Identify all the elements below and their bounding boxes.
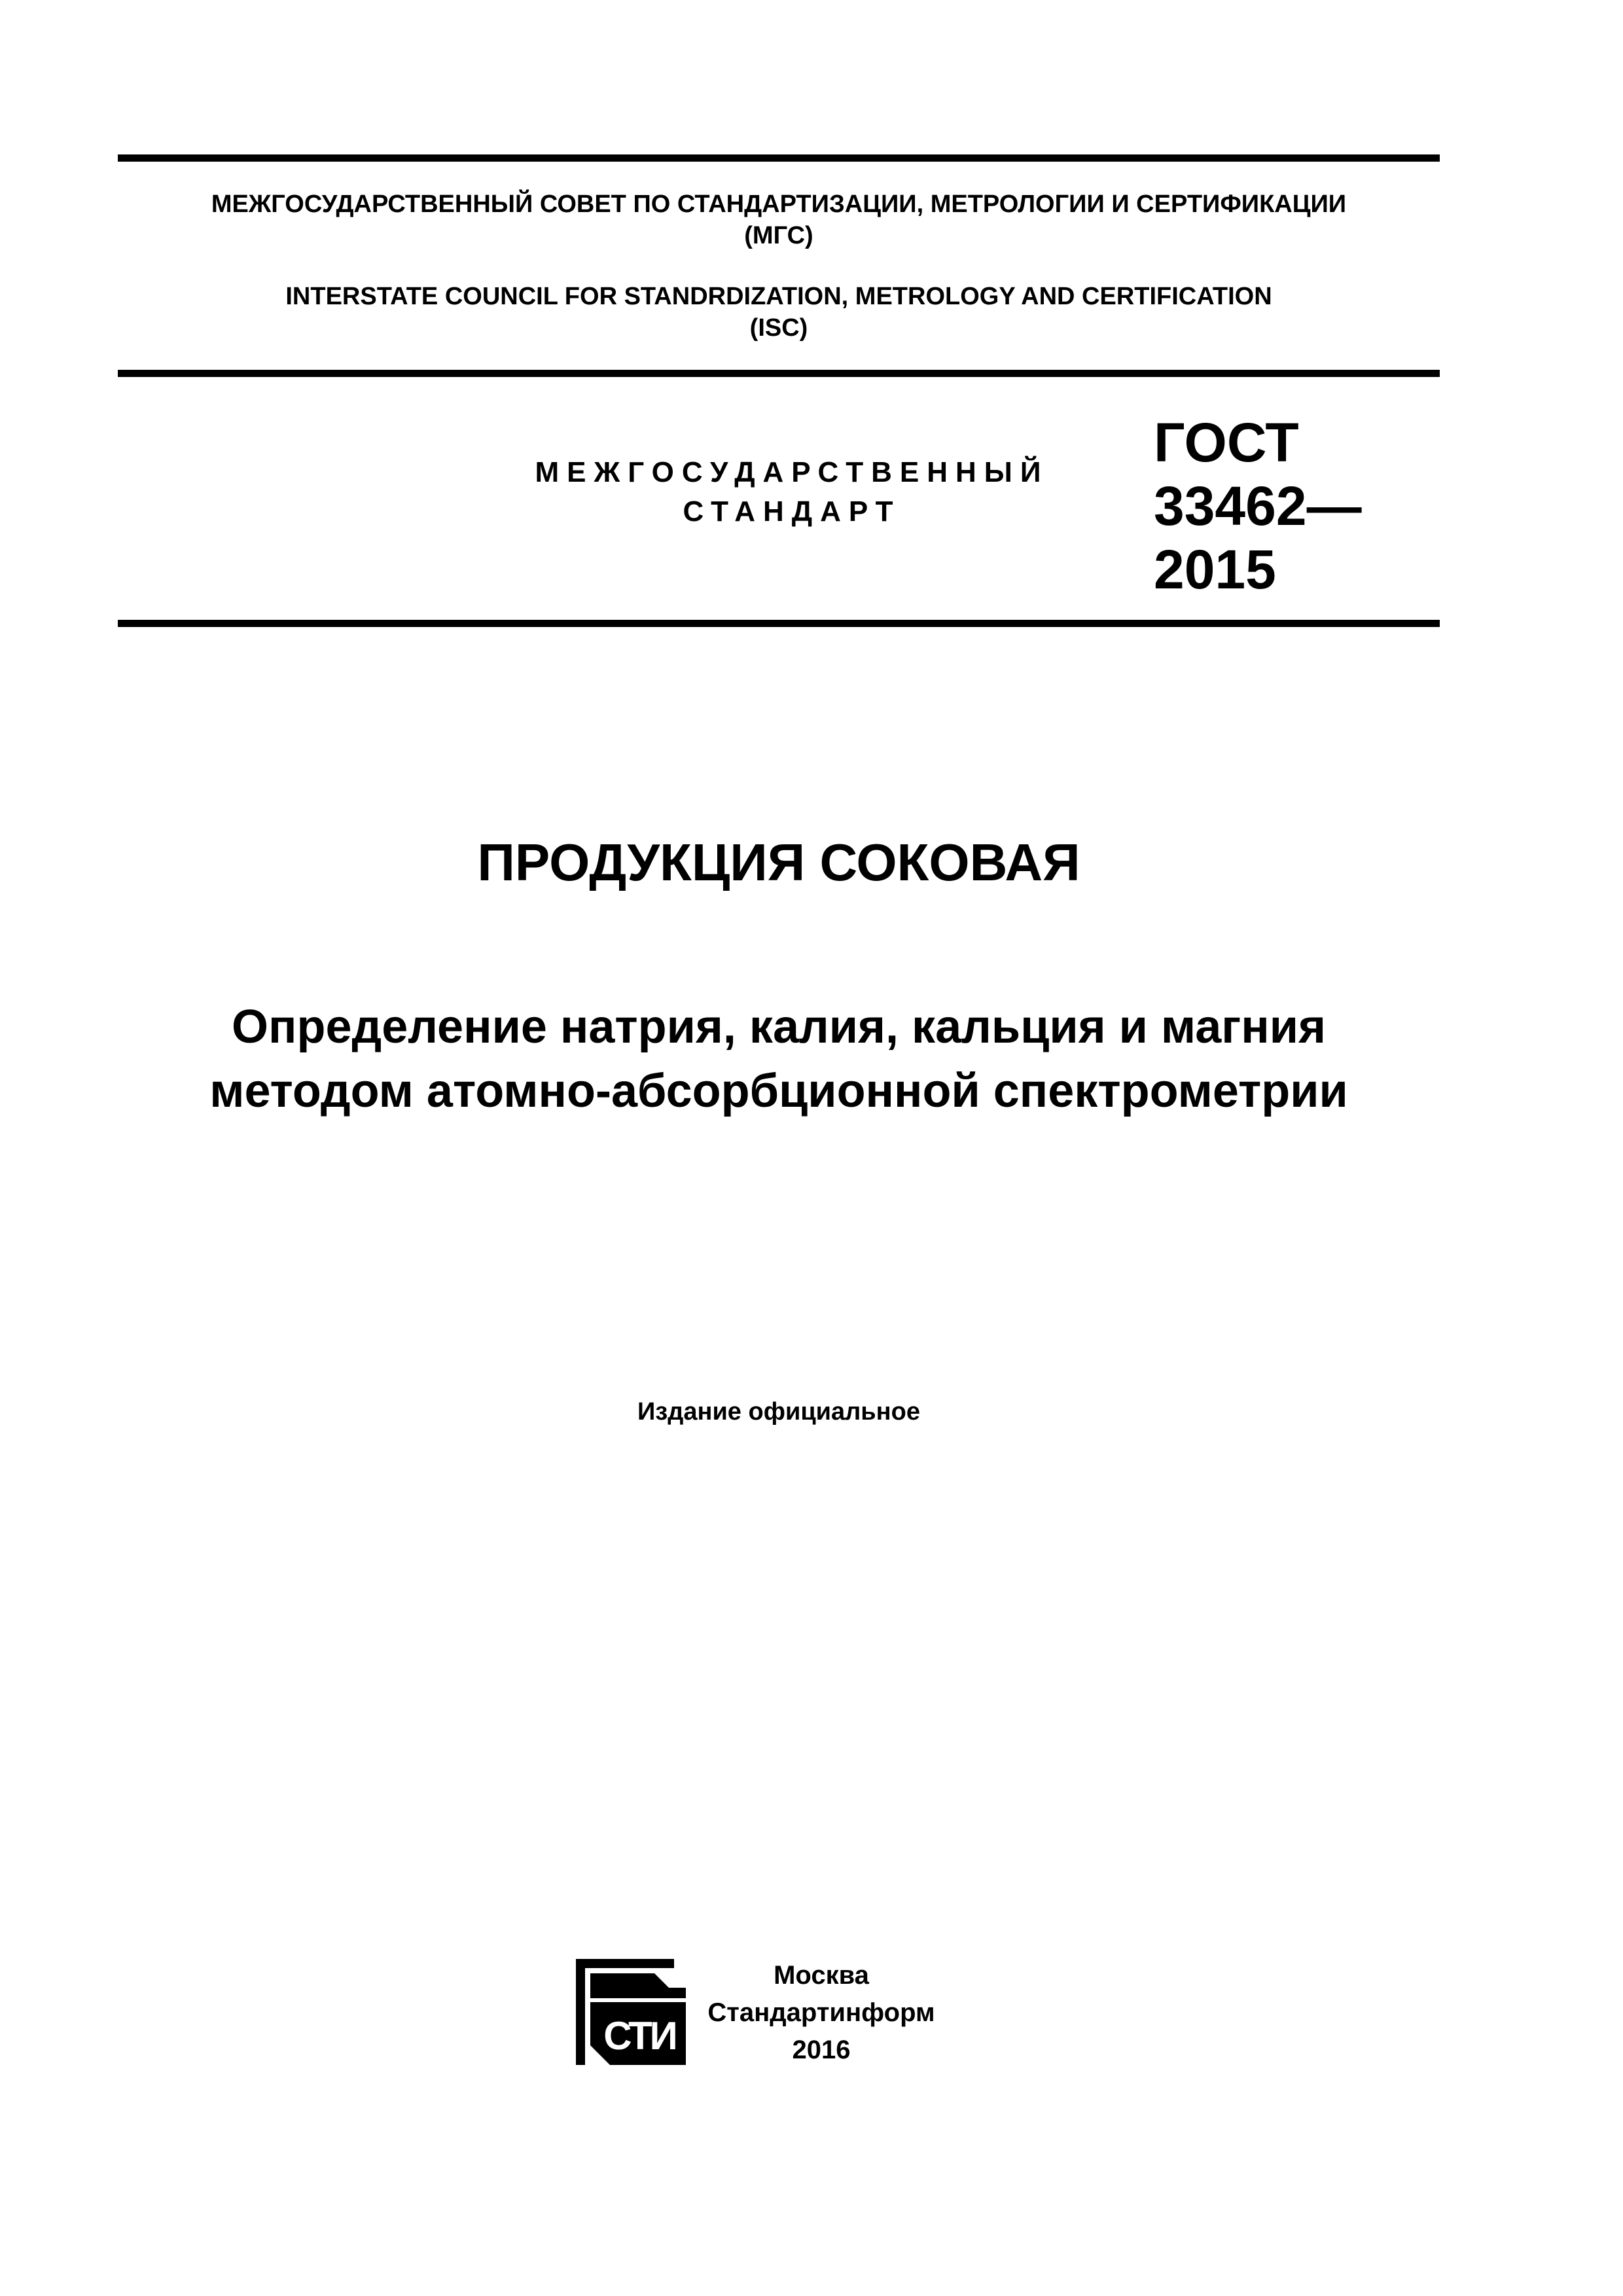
header-divider-rule xyxy=(118,370,1440,377)
council-name-en-line2: (ISC) xyxy=(749,314,808,342)
document-subtitle xyxy=(118,995,1440,1123)
standard-code-year: 2015 xyxy=(1154,539,1276,600)
publisher-city: Москва xyxy=(774,1961,869,1990)
document-title: ПРОДУКЦИЯ СОКОВАЯ xyxy=(477,833,1080,891)
publisher-name: Стандартинформ xyxy=(707,1998,935,2027)
council-name-en xyxy=(118,281,1440,344)
document-subtitle-line2: методом атомно-абсорбционной спектрометрии xyxy=(209,1065,1348,1117)
publisher-logo-icon xyxy=(576,1959,686,2065)
council-name-en-line1: INTERSTATE COUNCIL FOR STANDRDIZATION, METROLOGY AND CERTIFICATION xyxy=(285,283,1272,310)
document-subtitle-line1: Определение натрия, калия, кальция и магния xyxy=(231,1001,1327,1053)
standard-code xyxy=(1154,411,1362,601)
council-name-ru-line2: (МГС) xyxy=(744,222,813,249)
standard-type-line1: МЕЖГОСУДАРСТВЕННЫЙ xyxy=(535,456,1049,488)
publisher-logo-text: СТИ xyxy=(603,2014,675,2058)
standard-code-number: 33462— xyxy=(1154,475,1362,537)
council-name-ru xyxy=(118,188,1440,251)
publisher-info xyxy=(694,1957,949,2069)
publication-year: 2016 xyxy=(792,2036,851,2064)
top-rule xyxy=(118,154,1440,162)
council-name-ru-line1: МЕЖГОСУДАРСТВЕННЫЙ СОВЕТ ПО СТАНДАРТИЗАЦИИ, МЕТРОЛОГИИ И СЕРТИФИКАЦИИ xyxy=(211,190,1347,218)
standard-type-line2: СТАНДАРТ xyxy=(683,495,901,528)
edition-label: Издание официальное xyxy=(637,1398,920,1426)
standard-type xyxy=(458,453,1126,531)
standard-code-prefix: ГОСТ xyxy=(1154,412,1299,473)
standard-divider-rule xyxy=(118,620,1440,627)
